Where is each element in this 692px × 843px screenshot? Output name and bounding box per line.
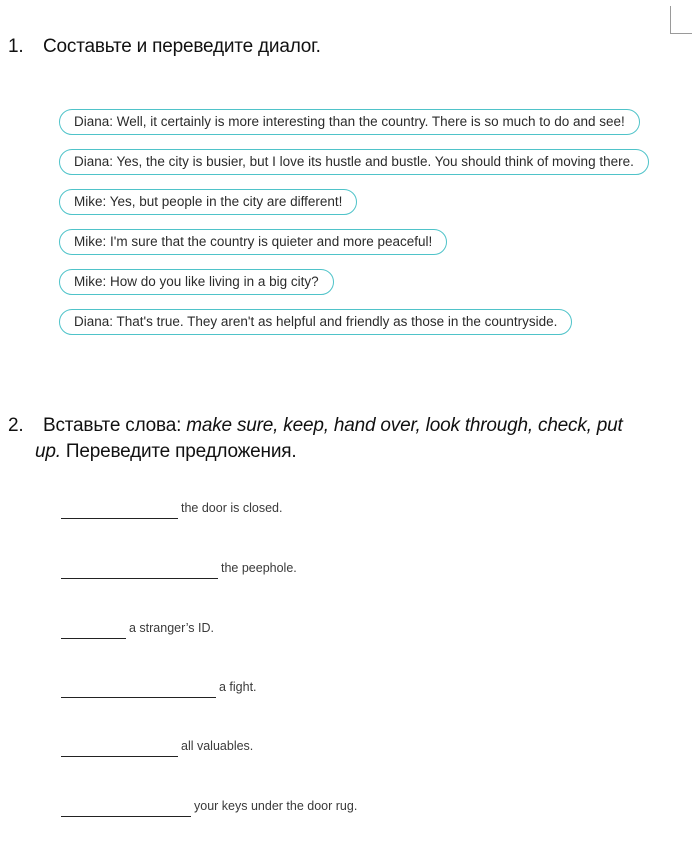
answer-blank-6[interactable] <box>61 802 191 817</box>
dialogue-line-1[interactable]: Diana: Well, it certainly is more interesting than the country. There is so much to do and see! <box>59 109 640 135</box>
sentence-text-5: all valuables. <box>181 739 254 753</box>
answer-blank-3[interactable] <box>61 624 126 639</box>
dialogue-line-2[interactable]: Diana: Yes, the city is busier, but I love its hustle and bustle. You should think of moving there. <box>59 149 649 175</box>
dialogue-line-5[interactable]: Mike: How do you like living in a big city? <box>59 269 334 295</box>
dialogue-line-6[interactable]: Diana: That's true. They aren't as helpful and friendly as those in the countryside. <box>59 309 572 335</box>
dialogue-line-4[interactable]: Mike: I'm sure that the country is quieter and more peaceful! <box>59 229 447 255</box>
task-2-word-list-end: up. <box>35 441 61 462</box>
answer-blank-5[interactable] <box>61 742 178 757</box>
page-corner-mark <box>670 6 692 34</box>
task-2-word-list: make sure, keep, hand over, look through, check, put <box>186 415 623 436</box>
answer-blank-2[interactable] <box>61 564 218 579</box>
dialogue-line-3[interactable]: Mike: Yes, but people in the city are different! <box>59 189 357 215</box>
sentence-text-4: a fight. <box>219 680 257 694</box>
sentence-text-3: a stranger’s ID. <box>129 621 214 635</box>
sentence-row-5 <box>61 738 253 754</box>
sentence-row-6 <box>61 798 357 814</box>
answer-blank-4[interactable] <box>61 683 216 698</box>
sentence-row-1 <box>61 500 282 516</box>
sentence-row-3 <box>61 620 214 636</box>
task-1-heading <box>8 34 321 60</box>
task-1-title: Составьте и переведите диалог. <box>43 36 321 57</box>
sentence-row-4 <box>61 679 257 695</box>
answer-blank-1[interactable] <box>61 504 178 519</box>
task-2-prefix: Вставьте слова: <box>43 415 187 436</box>
sentence-row-2 <box>61 560 297 576</box>
sentence-text-2: the peephole. <box>221 561 297 575</box>
sentence-text-6: your keys under the door rug. <box>194 799 358 813</box>
task-2-heading <box>8 413 668 465</box>
task-2-instruction: Переведите предложения. <box>60 441 297 462</box>
sentence-text-1: the door is closed. <box>181 501 283 515</box>
task-1-number: 1. <box>8 36 24 57</box>
task-2-number: 2. <box>8 415 24 436</box>
